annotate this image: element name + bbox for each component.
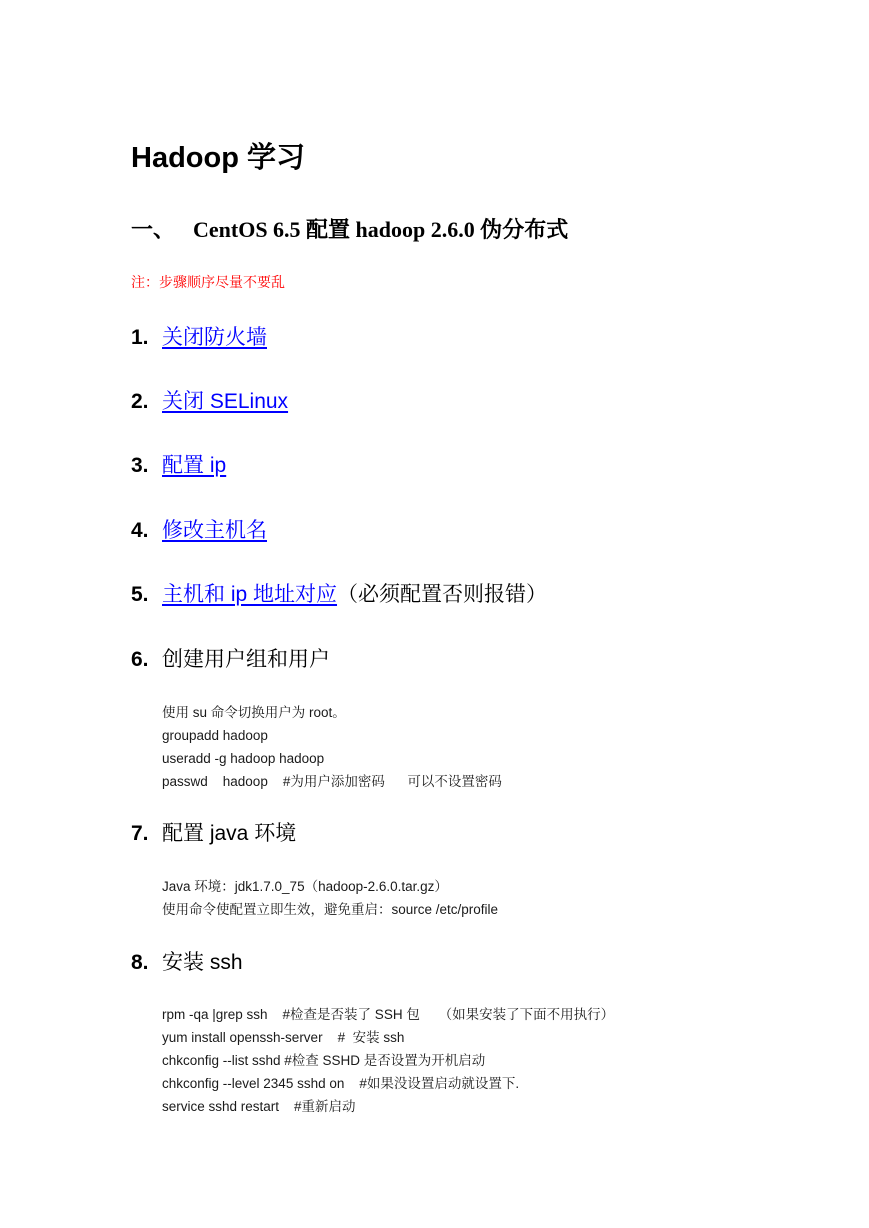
body-line: chkconfig --level 2345 sshd on #如果没设置启动就设置下. xyxy=(162,1076,520,1091)
step-number: 8. xyxy=(131,951,149,974)
step-5 xyxy=(131,580,547,610)
step-heading: 安装 ssh xyxy=(162,951,243,974)
body-line: service sshd restart #重新启动 xyxy=(162,1099,356,1114)
step-4 xyxy=(131,516,267,546)
body-line: 使用命令使配置立即生效，避免重启：source /etc/profile xyxy=(162,902,499,917)
step-link-disable-selinux[interactable]: 关闭 SELinux xyxy=(162,390,289,413)
step-3 xyxy=(131,451,226,481)
step-suffix: （必须配置否则报错） xyxy=(337,583,548,606)
step-number: 4. xyxy=(131,519,149,542)
chapter-title: CentOS 6.5 配置 hadoop 2.6.0 伪分布式 xyxy=(193,217,569,242)
body-line: chkconfig --list sshd #检查 SSHD 是否设置为开机启动 xyxy=(162,1053,486,1068)
step-7 xyxy=(131,819,296,849)
step-number: 1. xyxy=(131,326,149,349)
body-line: Java 环境：jdk1.7.0_75（hadoop-2.6.0.tar.gz） xyxy=(162,879,448,894)
step-link-host-ip-mapping[interactable]: 主机和 ip 地址对应 xyxy=(162,583,338,606)
body-line: rpm -qa |grep ssh #检查是否装了 SSH 包 （如果安装了下面不用执行） xyxy=(162,1007,615,1022)
step-heading: 配置 java 环境 xyxy=(162,822,297,845)
step-2 xyxy=(131,387,288,417)
step-8-body xyxy=(162,1003,614,1118)
chapter-number: 一、 xyxy=(131,217,176,242)
step-number: 5. xyxy=(131,583,149,606)
step-7-body xyxy=(162,875,498,921)
step-1 xyxy=(131,323,267,353)
body-line: 使用 su 命令切换用户为 root。 xyxy=(162,705,346,720)
page-title: Hadoop 学习 xyxy=(131,142,305,174)
step-heading: 创建用户组和用户 xyxy=(162,648,330,671)
body-line: useradd -g hadoop hadoop xyxy=(162,751,325,766)
step-number: 3. xyxy=(131,454,149,477)
body-line: yum install openssh-server # 安装 ssh xyxy=(162,1030,405,1045)
step-6 xyxy=(131,645,330,675)
chapter-heading xyxy=(131,214,568,246)
step-8 xyxy=(131,948,243,978)
warning-note: 注：步骤顺序尽量不要乱 xyxy=(131,276,285,291)
step-number: 6. xyxy=(131,648,149,671)
body-line: passwd hadoop #为用户添加密码 可以不设置密码 xyxy=(162,774,502,789)
step-number: 2. xyxy=(131,390,149,413)
step-link-change-hostname[interactable]: 修改主机名 xyxy=(162,519,267,542)
step-6-body xyxy=(162,701,502,793)
step-number: 7. xyxy=(131,822,149,845)
step-link-disable-firewall[interactable]: 关闭防火墙 xyxy=(162,326,267,349)
step-link-configure-ip[interactable]: 配置 ip xyxy=(162,454,227,477)
body-line: groupadd hadoop xyxy=(162,728,268,743)
